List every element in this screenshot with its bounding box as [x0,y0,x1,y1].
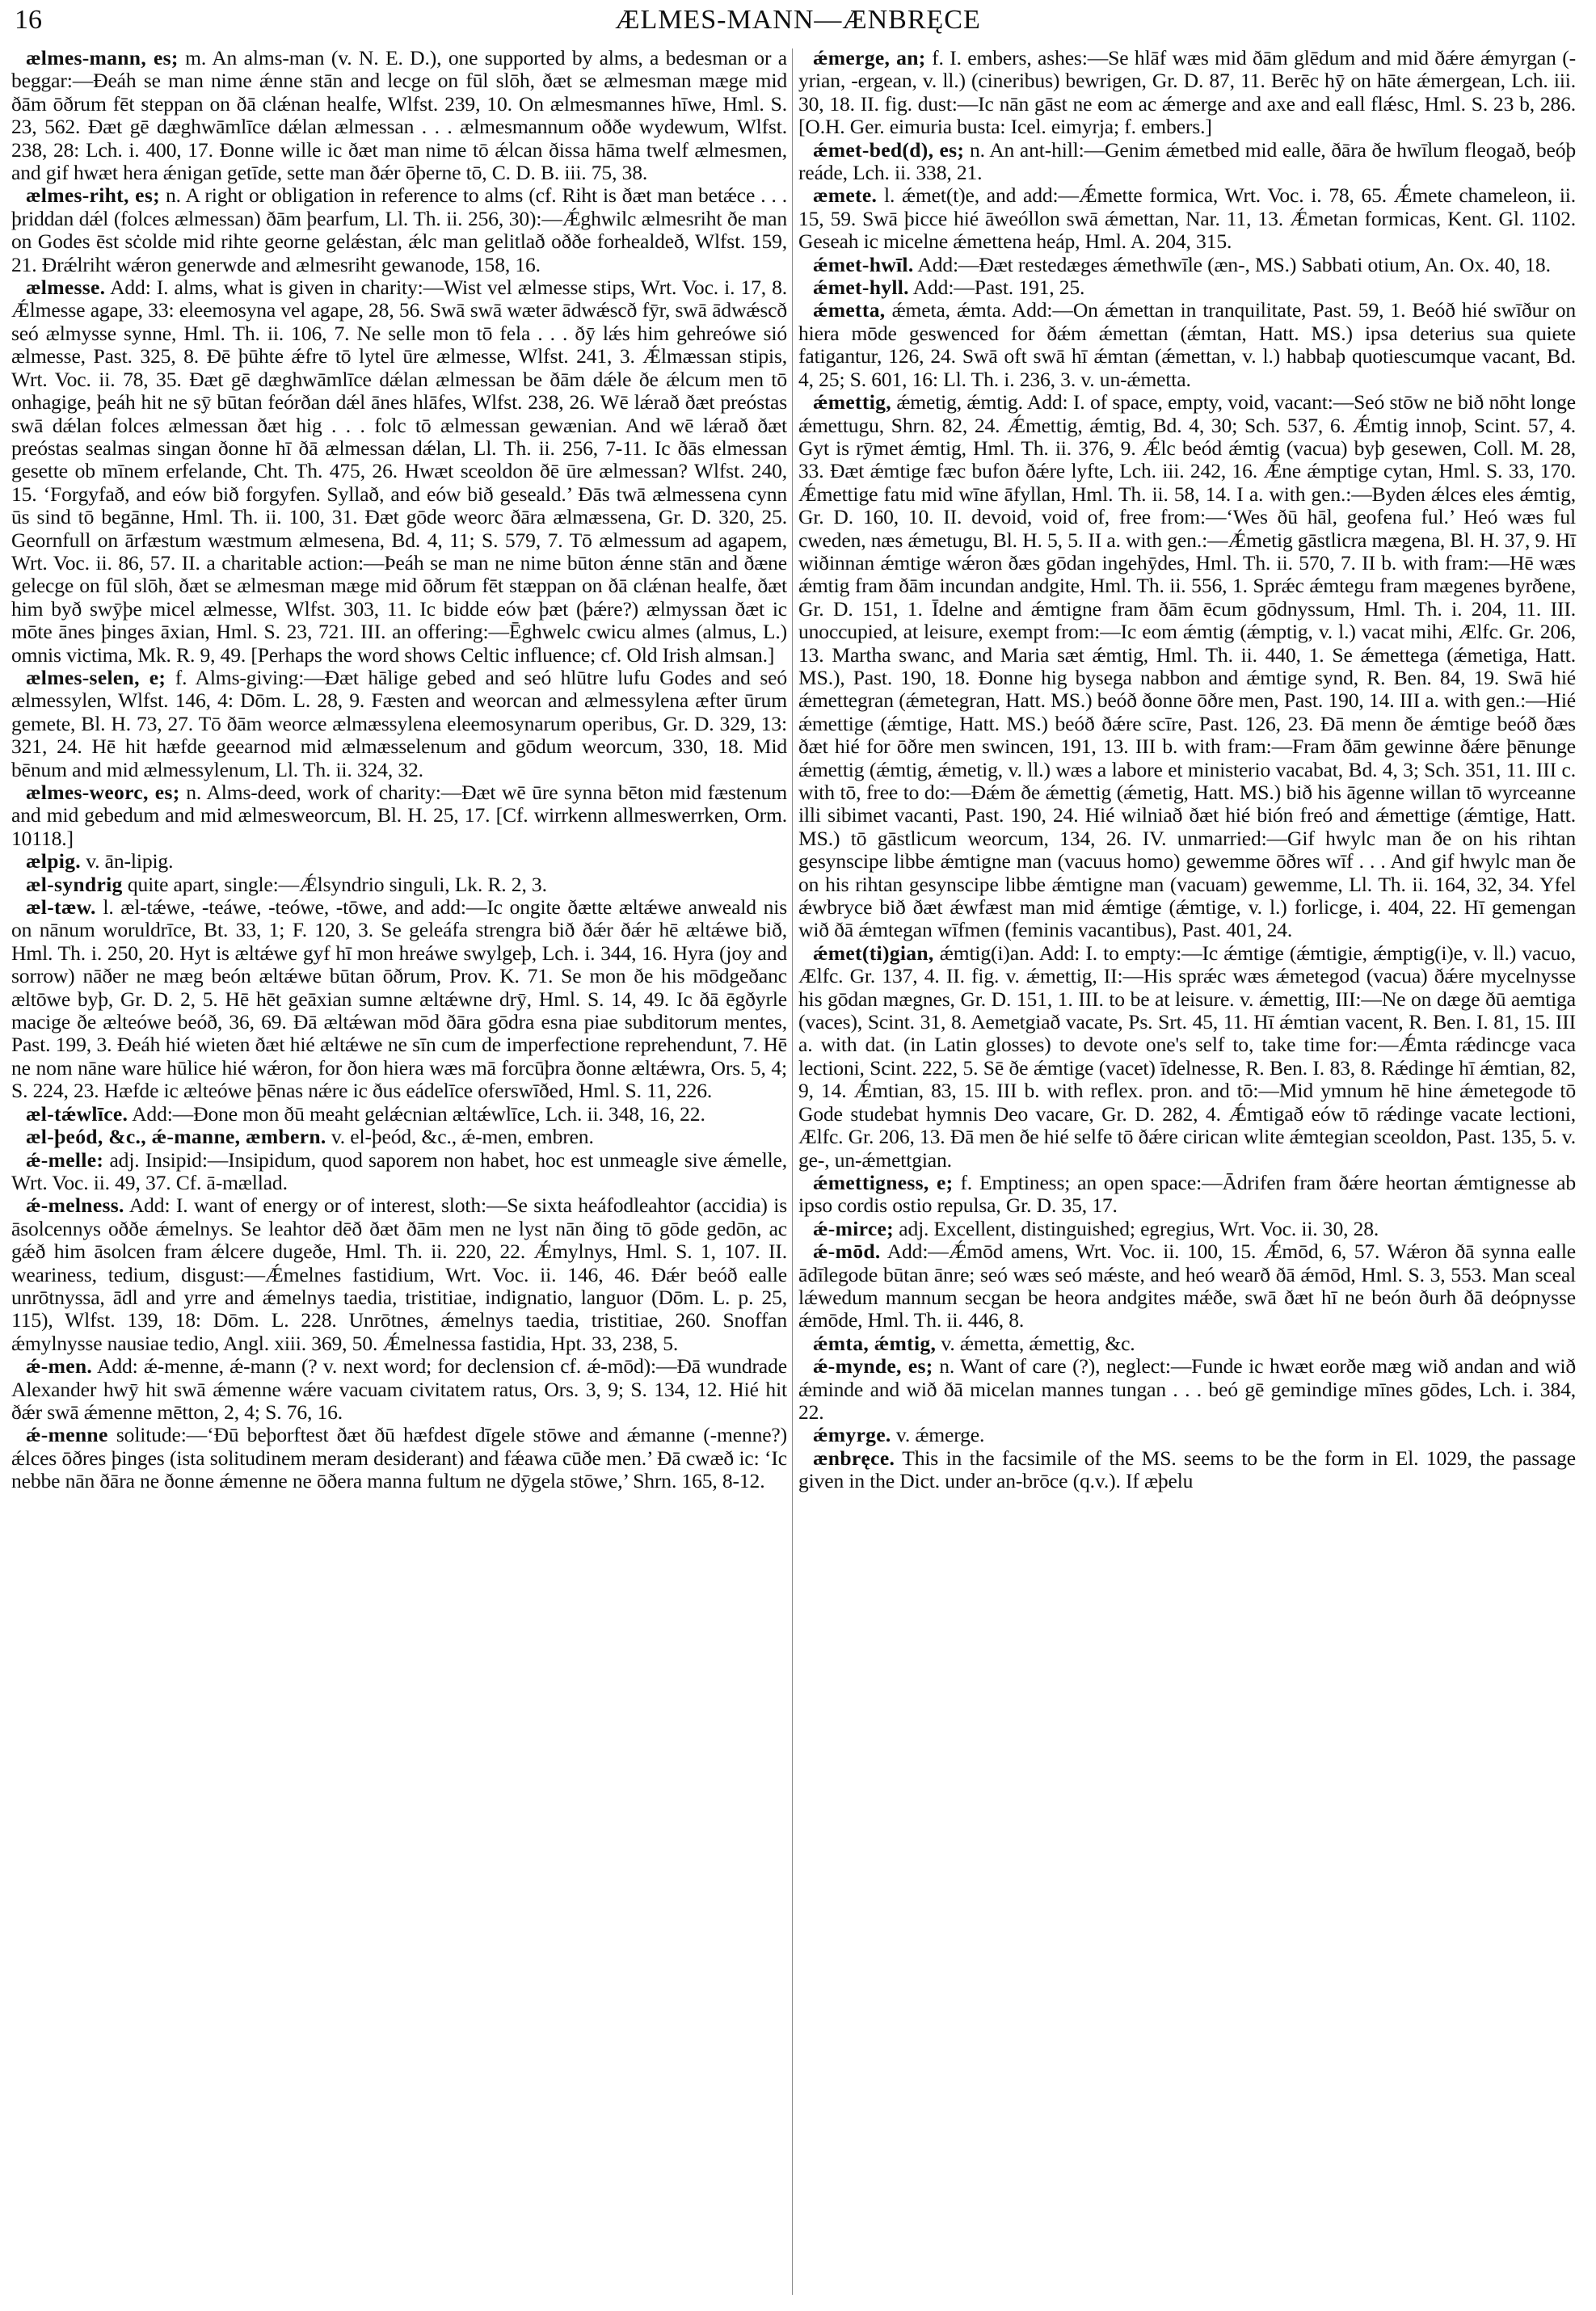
entry-definition: Add: I. alms, what is given in charity:—Wist vel ælmesse stips, Wrt. Voc. i. 17, 8. Ǽlmesse agape, 33: eleemosyna vel agape, 28, 56. Swā swā wæter ādwǽscð fȳr, swā ādwǽscð seó ælmysse synne, Hml. Th. ii. 106, 7. Ne selle mon tō fela . . . ðȳ lǽs him gehreówe sió ælmesse, Past. 325, 8. Ðē þūhte ǽfre tō lytel ūre ælmesse, Wlfst. 241, 3. Ǽlmæssan stipis, Wrt. Voc. ii. 78, 35. Ðæt gē dæghwāmlīce dǽlan ælmessan be ðām dǽle ðe ǽlcum men tō onhagige, þeáh hit ne sȳ būtan feórðan dǽl ānes hlāfes, Wlfst. 238, 26. Wē lǽrað ðæt preóstas swā dǽlan folces ælmessan ðæt hig . . . folc tō ælmessan gewænian. And wē lǽrað ðæt preóstas sealmas singan ðonne hī ðā ælmessan dǽlan, Ll. Th. ii. 256, 7-11. Ic ðās elmessan gesette ob mīnem erfelande, Cht. Th. 475, 26. Hwæt sceoldon ðē ūre ælmessan? Wlfst. 240, 15. ‘Forgyfað, and eów bið forgyfen. Syllað, and eów bið geseald.’ Ðās twā ælmessena cynn ūs sind tō begānne, Hml. Th. ii. 100, 31. Ðæt gōde weorc ðāra ælmæssena, Gr. D. 320, 25. Geornfull on ārfæstum wæstmum ælmesena, Bd. 4, 11; S. 579, 7. Tō ælmessum ad agapem, Wrt. Voc. ii. 86, 57. II. a charitable action:—Þeáh se man ne nime būton ǽnne stān and ðæne gelecge on fūl slōh, ðæt se ælmesman mæge mid ōðrum fēt stæppan on ðā clǽnan healfe, ðæt him byð swȳþe micel ælmesse, Wlfst. 303, 11. Ic bidde eów þæt (þǽre?) ælmyssan ðæt ic mōte ānes þinges āxian, Hml. S. 23, 721. III. an offering:—Ēghwelc cwicu almes (almus, L.) omnis victima, Mk. R. 9, 49. [Perhaps the word shows Celtic influence; cf. Old Irish almsan.] [11,276,787,667]
dictionary-entry [11,276,787,667]
dictionary-entry [11,850,787,873]
entry-definition: Add:—Ǽmōd amens, Wrt. Voc. ii. 100, 15. Ǽmōd, 6, 57. Wǽron ðā synna ealle ādīlegode būtan ānre; seó wæs seó mǽste, and heó wearð ðā ǽmōd, Hml. S. 3, 553. Man sceal lǽwedum mannum secgan be heora andgites mǽðe, swā ðæt hī ne beón ðurh ðā deópnysse ǽmōde, Hml. Th. ii. 446, 8. [798,1240,1576,1332]
dictionary-entry [798,1447,1576,1493]
right-column [798,47,1576,1493]
dictionary-entry [11,47,787,184]
entry-definition: n. An ant-hill:—Genim ǽmetbed mid ealle, ðāra ðe hwīlum fleogað, beóþ reáde, Lch. ii. 338, 21. [798,137,1576,185]
dictionary-entry [798,942,1576,1172]
entry-headword: ǽmetta, [813,298,886,322]
entry-headword: ǽ-mōd. [813,1240,881,1264]
entry-definition: ǽmtig(i)an. Add: I. to empty:—Ic ǽmtige (ǽmtigie, ǽmptig(i)e, v. ll.) vacuo, Ælfc. Gr. 137, 4. II. fig. v. ǽmettig, II:—His sprǽc wæs ǽmetegod (vacua) ðǽre mycelnysse his gōdan mægnes, Gr. D. 151, 1. III. to be at leisure. v. ǽmettig, III:—Ne on dæge ðū aemtiga (vaces), Scint. 31, 8. Aemetgiað vacate, Ps. Srt. 45, 11. Hī ǽmtian vacent, R. Ben. I. 81, 15. III a. with dat. (in Latin glosses) to devote one's self to, take time for:—Ǽmta rǽdincge vaca lectioni, Scint. 222, 5. Sē ðe ǽmtige (vacet) īdelnesse, R. Ben. I. 83, 8. Rǽdinge hī ǽmtian, 82, 9, 14. Ǽmtian, 83, 15. III b. with reflex. pron. and tō:—Mid ymnum hē hine ǽmetegode tō Gode studebat hymnis Deo vacare, Gr. D. 282, 4. Ǽmtigað eów tō rǽdinge vacate lectioni, Ælfc. Gr. 206, 13. Ðā men ðe hié selfe tō ðǽre cirican wlite ǽmtegian sceoldon, Past. 135, 5. v. ge-, un-ǽmettgian. [798,941,1576,1172]
dictionary-entry [798,254,1576,276]
entry-headword: ǽmta, ǽmtig, [813,1331,937,1355]
entry-headword: ǽ-melness. [26,1193,124,1218]
entry-headword: ǽ-men. [26,1354,93,1379]
entry-definition: Add:—Ðæt restedæges ǽmethwīle (æn-, MS.) Sabbati otium, An. Ox. 40, 18. [917,252,1551,276]
entry-headword: ælmes-mann, es; [26,46,179,69]
entry-definition: quite apart, single:—Ǽlsyndrio singuli, Lk. R. 2, 3. [127,872,547,896]
dictionary-entry [11,896,787,1103]
entry-headword: ǽmettigness, e; [813,1170,954,1194]
entry-definition: v. ǽmetta, ǽmettig, &c. [941,1331,1135,1355]
entry-headword: ænbręce. [813,1446,895,1470]
entry-definition: f. Alms-giving:—Ðæt hālige gebed and seó hlūtre lufu Godes and seó ælmessylen, Wlfst. 146, 4: Dōm. L. 28, 9. Fæsten and weorcan and ælmessylena æfter ūrum gemete, Bl. H. 73, 27. Tō ðām weorce ælmæssylena eleemosynarum operibus, Gr. D. 329, 13: 321, 24. Hē hit hæfde geearnod mid ælmæsselenum and gōdum weorcum, 330, 18. Mid bēnum and mid ælmessylenum, Ll. Th. ii. 324, 32. [11,665,788,781]
entry-definition: ǽmetig, ǽmtig. Add: I. of space, empty, void, vacant:—Seó stōw ne bið nōht longe ǽmettugu, Shrn. 82, 24. Ǽmettig, ǽmtig, Bd. 4, 30; Sch. 537, 6. Ǽmtig innoþ, Scint. 57, 4. Gyt is rȳmet ǽmtig, Hml. Th. ii. 376, 9. Ǽlc beód ǽmtig (vacua) byþ gesewen, Coll. M. 28, 33. Ðæt ǽmtige fæc bufon ðǽre lyfte, Lch. iii. 242, 16. Ǽne ǽmptige cytan, Hml. S. 33, 170. Ǽmettige fatu mid wīne āfyllan, Hml. Th. ii. 58, 14. I a. with gen.:—Byden ǽlces eles ǽmtig, Gr. D. 160, 10. II. devoid, void of, free from:—‘Wes ðū hāl, geofena ful.’ Heó wæs ful cweden, næs ǽmetugu, Bl. H. 5, 5. II a. with gen.:—Ǽmetig gāstlicra mægena, Bl. H. 37, 9. Hī wiðinnan ǽmtige wǽron ðæs gōdan ingehȳdes, Hml. Th. ii. 570, 7. II b. with fram:—Hē wæs ǽmtig fram ðām incundan andgite, Hml. Th. ii. 556, 1. Sprǽc ǽmtegu fram mægenes byrðene, Gr. D. 151, 1. Īdelne and ǽmtigne fram ðām ēcum gōdnyssum, Hml. Th. i. 204, 11. III. unoccupied, at leisure, exempt from:—Ic eom ǽmtig (ǽmptig, v. l.) vacat mihi, Ælfc. Gr. 206, 13. Martha swanc, and Maria sæt ǽmtig, Hml. Th. ii. 440, 1. Se ǽmettega (ǽmetiga, Hatt. MS.), Past. 190, 18. Ðonne hig bysega nabbon and ǽmtige synd, R. Ben. 84, 19. Swā hié ǽmettegran (ǽmetegran, Hatt. MS.) beóð ðonne ōðre men, Past. 190, 14. III a. with gen.:—Hié ǽmettige (ǽmtige, Hatt. MS.) beóð ðǽre scīre, Past. 126, 23. Ðā menn ðe ǽmtige beóð ðæs ðæt hié for ōðre men swincen, 191, 13. III b. with fram:—Fram ðām gewinne ðǽre þēnunge ǽmettig (ǽmtig, ǽmetig, v. ll.) wæs a labore et ministerio vacabat, Bd. 4, 3; Sch. 351, 11. III c. with tō, free to do:—Ðǽm ðe ǽmettig (ǽmetig, Hatt. MS.) bið his āgenne willan tō wyrceanne illi sibimet vacanti, Past. 190, 24. Hié wilniað ðæt hié bión freó and ǽmettige (ǽmtige, Hatt. MS.) tō gāstlicum weorcum, 134, 26. IV. unmarried:—Gif hwylc man ðe on his rihtan gesynscipe libbe ǽmtigne man (vacuus homo) gewemme ōðres wīf . . . And gif hwylc man ðe on his rihtan gesynscipe libbe ǽmtigne man (vacuam) gewemme, Ll. Th. ii. 164, 32, 34. Yfel ǽwbryce bið ðæt ǽwfæst man mid ǽmtige (ǽmtige, v. l.) forlicge, i. 404, 22. Hī gemengan wið ðā ǽmtegan wīfmen (feminis vacantibus), Past. 401, 24. [798,390,1576,942]
entry-definition: Add: ǽ-menne, ǽ-mann (? v. next word; for declension cf. ǽ-mōd):—Ðā wundrade Alexander hwȳ hit swā ǽmenne wǽre vacuam civitatem ratus, Ors. 3, 9; S. 134, 12. Hié hit ðǽr swā ǽmenne mētton, 2, 4; S. 76, 16. [11,1354,787,1424]
left-column [11,47,787,1493]
entry-headword: ælmes-riht, es; [26,183,160,208]
dictionary-entry [798,1218,1576,1240]
entry-definition: n. Alms-deed, work of charity:—Ðæt wē ūre synna bēton mid fæstenum and mid gebedum and mid ælmesweorcum, Bl. H. 25, 17. [Cf. wirrkenn allmeswerrken, Orm. 10118.] [11,781,788,850]
entry-headword: ǽ-melle: [26,1147,104,1172]
dictionary-entry [11,1103,787,1126]
dictionary-entry [798,1172,1576,1218]
entry-headword: ǽmet-hwīl. [813,252,914,276]
entry-headword: ǽmyrge. [813,1423,891,1447]
dictionary-entry [11,1126,787,1148]
running-title: ÆLMES-MANN—ÆNBRĘCE [615,5,981,35]
entry-headword: ǽmet(ti)gian, [813,941,934,965]
entry-headword: ælmes-selen, e; [26,665,166,689]
dictionary-entry [798,184,1576,253]
dictionary-entry [11,873,787,896]
entry-definition: l. æl-tǽwe, -teáwe, -teówe, -tōwe, and add:—Ic ongite ðætte æltǽwe anweald nis on nānum woruldrīce, Bt. 33, 1; F. 120, 3. Se geleáfa strengra bið ðǽr ðǽr hē æltǽwe bið, Hml. Th. i. 250, 20. Hyt is æltǽwe gyf hī mon hreáwe swylgeþ, Lch. i. 344, 16. Hyra (joy and sorrow) nāðer ne mæg beón æltǽwe būtan ōðrum, Prov. K. 71. Se mon ðe his mōdgeðanc æltōwe byþ, Gr. D. 2, 5. Hē hēt geāxian sumne æltǽwne drȳ, Hml. S. 14, 49. Ic ðā ēgðyrle macige ðe ælteówe beóð, 36, 69. Ðā æltǽwan mōd ðāra gōdra esna piae subditorum mentes, Past. 199, 3. Ðeáh hié wieten ðæt hié æltǽwe ne sīn cum de imperfectione reprehendunt, 7. Hē ne nom nāne ware hūlice hié wǽron, for ðon hiera wæs mā forcūþra ðonne æltǽwra, Ors. 5, 4; S. 224, 23. Hæfde ic ælteówe þēnas nǽre ic ðus eádelīce oferswīðed, Hml. S. 11, 226. [11,895,788,1103]
entry-definition: m. An alms-man (v. N. E. D.), one supported by alms, a bedesman or a beggar:—Ðeáh se man nime ǽnne stān and lecge on fūl slōh, ðæt se ælmesman mæge mid ðām ōðrum fēt steppan on ðā clǽnan healfe, Wlfst. 239, 10. On ælmesmannes hīwe, Hml. S. 23, 562. Ðæt gē dæghwāmlīce dǽlan ælmessan . . . ælmesmannum oððe wydewum, Wlfst. 238, 28: Lch. i. 400, 17. Ðonne wille ic ðæt man nime tō ǽlcan ðissa hāma twelf ælmesmen, and gif hwæt hera ǽnigan getīde, sette man ðǽr ōþerne tō, C. D. B. iii. 75, 38. [11,46,788,185]
entry-definition: solitude:—‘Ðū beþorftest ðæt ðū hæfdest dīgele stōwe and ǽmanne (-menne?) ǽlces ōðres þinges (ista solitudinem meram desiderant) and fǽawa cūðe men.’ Ðā cwæð ic: ‘Ic nebbe nān ðāra ne ðonne ǽmenne ne ōðera manna fultum ne dȳgela stōwe,’ Shrn. 165, 8-12. [11,1423,788,1493]
dictionary-entry [798,1355,1576,1424]
entry-definition: This in the facsimile of the MS. seems to be the form in El. 1029, the passage given in the Dict. under an-brōce (q.v.). If æþelu [798,1446,1576,1493]
page-header [15,5,1581,40]
entry-definition: adj. Excellent, distinguished; egregius, Wrt. Voc. ii. 30, 28. [899,1216,1379,1240]
dictionary-entry [798,1424,1576,1446]
entry-definition: f. Emptiness; an open space:—Ādrifen fram ðǽre heortan ǽmtignesse ab ipso cordis ostio repulsa, Gr. D. 35, 17. [798,1170,1577,1218]
entry-headword: ǽmerge, an; [813,46,926,69]
entry-definition: Add:—Ðone mon ðū meaht gelǽcnian æltǽwlīce, Lch. ii. 348, 16, 22. [132,1101,705,1126]
dictionary-entry [11,1424,787,1492]
entry-definition: n. Want of care (?), neglect:—Funde ic hwæt eorðe mæg wið andan and wið ǽminde and wið ðā micelan mannes tungan . . . beó gē gemindige mīnes gōdes, Lch. i. 384, 22. [798,1354,1576,1424]
page-number: 16 [15,5,42,35]
entry-headword: ǽmet-hyll. [813,276,909,300]
dictionary-entry [798,1332,1576,1355]
entry-headword: æl-syndrig [26,872,123,896]
dictionary-entry [11,781,787,850]
entry-headword: ǽmettig, [813,390,891,415]
entry-definition: f. I. embers, ashes:—Se hlāf wæs mid ðām glēdum and mid ðǽre ǽmyrgan (-yrian, -ergean, v. ll.) (cineribus) bewrigen, Gr. D. 87, 11. Berēc hȳ on hāte ǽmergean, Lch. iii. 30, 18. II. fig. dust:—Ic nān gāst ne eom ac ǽmerge and axe and eall flǽsc, Hml. S. 23 b, 286. [O.H. Ger. eimuria busta: Icel. eimyrja; f. embers.] [798,46,1576,139]
entry-definition: Add: I. want of energy or of interest, sloth:—Se sixta heáfodleahtor (accidia) is āsolcennys oððe ǽmelnys. Se leahtor dēð ðæt ðām men ne lyst nān ðing tō gōde gedōn, ac gǽð him āsolcen fram ǽlcere dugeðe, Hml. Th. ii. 220, 22. Ǽmylnys, Hml. S. 1, 107. II. weariness, tedium, disgust:—Ǽmelnes fastidium, Wrt. Voc. ii. 146, 46. Ðǽr beóð ealle unrōtnyssa, ādl and yrre and ǽmelnys taedia, tristitiae, indignatio, languor (Dōm. L. p. 25, 115), Wlfst. 139, 18: Dōm. L. 228. Unrōtnes, ǽmelnys taedia, tristitiae, 260. Snoffan ǽmylnysse nausiae tedio, Angl. xiii. 369, 50. Ǽmelnessa fastidia, Hpt. 33, 238, 5. [11,1193,787,1355]
entry-headword: ǽ-menne [26,1423,108,1447]
entry-definition: l. ǽmet(t)e, and add:—Ǽmette formica, Wrt. Voc. i. 78, 65. Ǽmete chameleon, ii. 15, 59. Swā þicce hié āweóllon swā ǽmettan, Nar. 11, 13. Ǽmetan formicas, Kent. Gl. 1102. Geseah ic micelne ǽmettena heáp, Hml. A. 204, 315. [798,183,1576,254]
dictionary-entry [798,391,1576,942]
dictionary-entry [11,1355,787,1424]
entry-definition: n. A right or obligation in reference to alms (cf. Riht is ðæt man betǽce . . . þriddan dǽl (folces ælmessan) ðām þearfum, Ll. Th. ii. 256, 30):—Ǽghwilc ælmesriht ðe man on Godes ēst sċolde mid rihte georne gelǽstan, ǽlc man gelitlað oððe forhealdeð, Wlfst. 159, 21. Ðrǽlriht wǽron generwde and ælmesriht gewanode, 158, 16. [11,183,787,276]
entry-headword: æmete. [813,183,878,208]
entry-headword: ǽmet-bed(d), es; [813,137,965,162]
entry-definition: v. el-þeód, &c., ǽ-men, embren. [331,1125,594,1149]
dictionary-entry [11,667,787,781]
dictionary-entry [798,47,1576,139]
dictionary-entry [798,1240,1576,1332]
dictionary-entry [798,299,1576,391]
dictionary-entry [798,139,1576,185]
entry-headword: æl-þeód, &c., ǽ-manne, æmbern. [26,1125,326,1149]
entry-headword: æl-tǽwlīce. [26,1101,128,1126]
entry-headword: æl-tæw. [26,895,96,920]
entry-definition: v. ǽmerge. [895,1423,985,1447]
column-divider [792,48,793,2295]
entry-definition: ǽmeta, ǽmta. Add:—On ǽmettan in tranquilitate, Past. 59, 1. Beóð hié swīður on hiera mōde geswenced for ðǽm ǽmettan (ǽmtan, Hatt. MS.) ipsa deterius sua quiete fatigantur, 126, 24. Swā oft swā hī ǽmtan (ǽmettan, v. l.) habbaþ quotiescumque vacant, Bd. 4, 25; S. 601, 16: Ll. Th. i. 236, 3. v. un-ǽmetta. [798,298,1576,391]
dictionary-entry [11,1194,787,1355]
entry-headword: ǽ-mynde, es; [813,1354,933,1379]
entry-headword: ælpig. [26,849,81,873]
dictionary-entry [11,184,787,276]
entry-definition: v. ān-lipig. [86,849,174,873]
entry-definition: adj. Insipid:—Insipidum, quod saporem non habet, hoc est unmeagle sive ǽmelle, Wrt. Voc. ii. 49, 37. Cf. ā-mællad. [11,1147,787,1194]
dictionary-entry [11,1149,787,1195]
dictionary-entry [798,276,1576,299]
entry-headword: ælmesse. [26,276,106,300]
entry-headword: ælmes-weorc, es; [26,781,180,804]
entry-definition: Add:—Past. 191, 25. [912,276,1085,300]
entry-headword: ǽ-mirce; [813,1216,894,1240]
